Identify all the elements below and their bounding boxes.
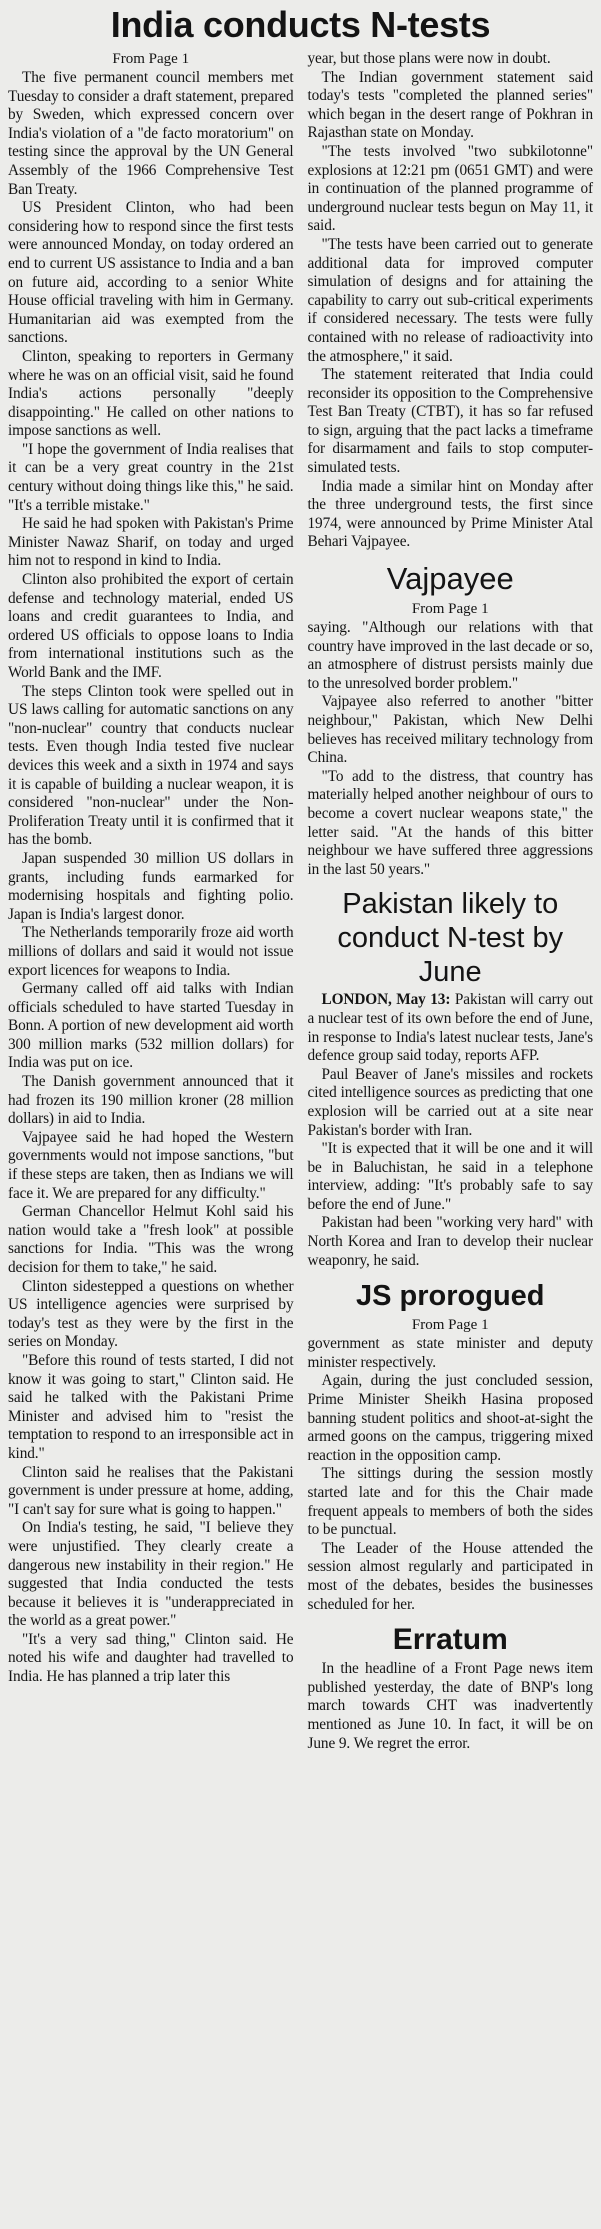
pakistan-body [308,991,594,1270]
paragraph: The Indian government statement said today's tests "completed the planned series" which began in the desert range of Pokhran in Rajasthan state on Monday. [307,68,593,142]
js-from-page-label: From Page 1 [411,1317,489,1334]
pakistan-article [308,887,594,1270]
paragraph: "It's a very sad thing," Clinton said. He noted his wife and daughter had travelled to India. He has planned a trip later this [8,1630,294,1686]
paragraph: Vajpayee said he had hoped the Western governments would not impose sanctions, "but if these steps are taken, then as Indians we will face it. We are prepared for any difficulty." [8,1128,294,1202]
paragraph: Germany called off aid talks with Indian officials scheduled to have started Tuesday in Bonn. A portion of new development aid worth 300 million marks (532 million dollars) for India was put on ice. [8,980,294,1072]
vajpayee-headline: Vajpayee [386,561,514,597]
js-article [308,1278,594,1614]
pakistan-lead-paragraph [308,991,594,1065]
paragraph: Paul Beaver of Jane's missiles and rockets cited intelligence sources as predicting that one explosion will be carried out at a site near Pakistan's border with Iran. [307,1065,593,1139]
article-columns [8,50,593,1753]
paragraph: In the headline of a Front Page news item published yesterday, the date of BNP's long march towards CHT was inadvertently mentioned as June 10. In fact, it will be on June 9. We regret the error. [307,1660,593,1752]
erratum-notice [308,1622,594,1753]
paragraph: "Before this round of tests started, I did not know it was going to start," Clinton said. He said he talked with the Pakistani Prime Minister and advised him to "resist the temptation to respond to an irresponsible act in kind." [8,1351,294,1462]
continued-article-body [308,50,594,552]
paragraph: The Netherlands temporarily froze aid worth millions of dollars and said it would not issue export licences for weapons to India. [8,924,294,979]
paragraph: Clinton also prohibited the export of certain defense and technology material, ended US loans and credit guarantees to India, and ordered US officials to oppose loans to India from international institutions such as the World Bank and the IMF. [8,571,294,681]
erratum-headline: Erratum [392,1623,508,1657]
vajpayee-body [308,619,594,879]
paragraph: US President Clinton, who had been considering how to respond since the first tests were announced Monday, on today ordered an end to current US assistance to India and a ban on future aid, according to a senior White House official traveling with him in Germany. Humanitarian aid was exempted from the sanctions. [8,199,294,347]
paragraph: "It is expected that it will be one and it will be in Baluchistan, he said in a telephone interview, adding: "It's probably safe to say before the end of June." [307,1140,593,1213]
paragraph: Clinton said he realises that the Pakistani government is under pressure at home, adding, "I can't say for sure what is going to happen." [8,1463,294,1518]
page-headline: India conducts N-tests [110,4,491,45]
paragraph: The statement reiterated that India could reconsider its opposition to the Comprehensive Test Ban Treaty (CTBT), it has so far refused to sign, arguing that the pact lacks a timeframe for disarmament and fails to stop computer-simulated tests. [307,366,593,477]
paragraph: Clinton, speaking to reporters in Germany where he was on an official visit, said he found India's actions personally "deeply disappointing." He called on other nations to impose sanctions as well. [8,347,294,440]
left-column [8,50,294,1753]
paragraph: Vajpayee also referred to another "bitter neighbour," Pakistan, which New Delhi believes has received military technology from China. [307,693,593,767]
paragraph: On India's testing, he said, "I believe they were unjustified. They clearly create a dangerous new instability in their region." He suggested that India conducted the tests because it believes it is "underappreciated in the world as a great power." [8,1519,294,1630]
paragraph: The steps Clinton took were spelled out in US laws calling for automatic sanctions on any "non-nuclear" country that conducts nuclear tests. Even though India tested five nuclear devices this week and a sixth in 1974 and says it is capable of building a nuclear weapon, it is considered "non-nuclear" under the Non-Proliferation Treaty until it is confirmed that it has the bomb. [8,682,294,849]
js-headline: JS prorogued [355,1280,545,1313]
paragraph: The Leader of the House attended the session almost regularly and participated in most of the debates, besides the businesses scheduled for her. [307,1539,593,1613]
left-article-body [8,69,294,1687]
paragraph: India made a similar hint on Monday after the three underground tests, the first since 1974, were announced by Prime Minister Atal Behari Vajpayee. [307,477,593,551]
pakistan-dateline: LONDON, May 13: [321,991,451,1009]
erratum-body [308,1660,594,1753]
paragraph: The five permanent council members met Tuesday to consider a draft statement, prepared by Sweden, which expressed concern over India's violation of a "de facto moratorium" on testing since the approval by the UN General Assembly of the 1966 Comprehensive Test Ban Treaty. [8,69,294,198]
pakistan-lead-text: Pakistan will carry out a nuclear test of its own before the end of June, in response to India's latest nuclear tests, Jane's defence group said today, reports AFP. [307,991,593,1065]
paragraph: He said he had spoken with Pakistan's Prime Minister Nawaz Sharif, on today and urged him not to respond in kind to India. [8,515,294,570]
paragraph: saying. "Although our relations with that country have improved in the last decade or so, an atmosphere of distrust persists mainly due to the unresolved border problem." [307,619,593,692]
paragraph: year, but those plans were now in doubt. [307,50,551,67]
from-page-label: From Page 1 [112,51,190,67]
paragraph: German Chancellor Helmut Kohl said his nation would take a "fresh look" at possible sanctions for India. "This was the wrong decision for them to take," he said. [8,1203,294,1276]
paragraph: government as state minister and deputy minister respectively. [307,1335,593,1371]
vajpayee-article [308,560,594,879]
paragraph: "I hope the government of India realises that it can be a very great country in the 21st century without doing things like this," he said. "It's a terrible mistake." [8,440,294,514]
right-column [308,50,594,1753]
paragraph: The sittings during the session mostly started late and for this the Chair made frequent appeals to members of both the sides to be punctual. [307,1465,593,1539]
vajpayee-from-page-label: From Page 1 [411,601,489,618]
js-body [308,1335,594,1614]
paragraph: "The tests involved "two subkilotonne" explosions at 12:21 pm (0651 GMT) and were in continuation of the planned programme of underground nuclear tests begun on May 11, it said. [307,142,593,235]
pakistan-headline: Pakistan likely to conduct N-test by June [337,888,564,989]
paragraph: The Danish government announced that it had frozen its 190 million kroner (28 million dollars) in aid to India. [8,1073,294,1128]
paragraph: "The tests have been carried out to generate additional data for improved computer simulation of designs and for attaining the capability to carry out sub-critical experiments if considered necessary. The tests were fully contained with no release of radioactivity into the atmosphere," it said. [307,235,593,365]
paragraph: Clinton sidestepped a questions on whether US intelligence agencies were surprised by today's test as they were by the first in the series on Monday. [8,1277,294,1351]
paragraph: Again, during the just concluded session, Prime Minister Sheikh Hasina proposed banning student politics and shoot-at-sight the armed goons on the campus, triggering mixed reaction in the opposition camp. [307,1372,593,1464]
paragraph: "To add to the distress, that country has materially helped another neighbour of ours to become a covert nuclear weapons state," the letter said. "At the hands of this bitter neighbour we have suffered three aggressions in the last 50 years." [307,767,593,878]
paragraph: Japan suspended 30 million US dollars in grants, including funds earmarked for modernising hospitals and fighting polio. Japan is India's largest donor. [8,849,294,923]
paragraph: Pakistan had been "working very hard" with North Korea and Iran to develop their nuclear weaponry, he said. [307,1214,593,1269]
